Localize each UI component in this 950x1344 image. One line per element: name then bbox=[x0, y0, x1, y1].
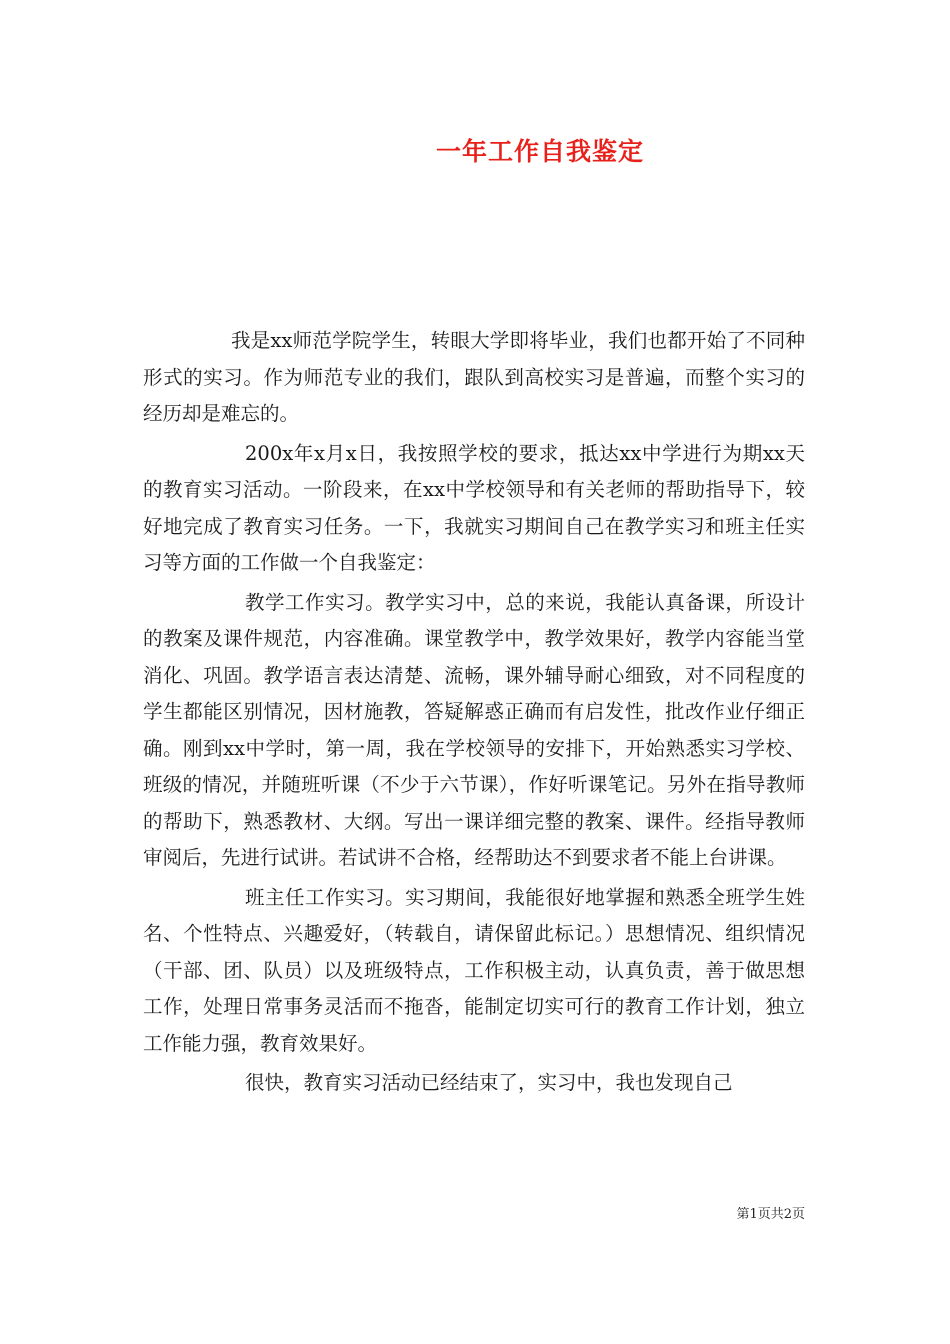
document-body bbox=[143, 323, 805, 1105]
paragraph-1: 我是xx师范学院学生，转眼大学即将毕业，我们也都开始了不同种形式的实习。作为师范专业的我们，跟队到高校实习是普遍，而整个实习的经历却是难忘的。 bbox=[143, 329, 805, 425]
paragraph-3: 教学工作实习。教学实习中，总的来说，我能认真备课，所设计的教案及课件规范，内容准确。课堂教学中，教学效果好，教学内容能当堂消化、巩固。教学语言表达清楚、流畅，课外辅导耐心细致，对不同程度的学生都能区别情况，因材施教，答疑解惑正确而有启发性，批改作业仔细正确。刚到xx中学时，第一周，我在学校领导的安排下，开始熟悉实习学校、班级的情况，并随班听课（不少于六节课），作好听课笔记。另外在指导教师的帮助下，熟悉教材、大纲。写出一课详细完整的教案、课件。经指导教师审阅后，先进行试讲。若试讲不合格，经帮助达不到要求者不能上台讲课。 bbox=[143, 590, 805, 869]
page-number-footer: 第1页共2页 bbox=[736, 1207, 805, 1222]
paragraph-2: 200x年x月x日，我按照学校的要求，抵达xx中学进行为期xx天的教育实习活动。一阶段来，在xx中学校领导和有关老师的帮助指导下，较好地完成了教育实习任务。一下，我就实习期间自己在教学实习和班主任实习等方面的工作做一个自我鉴定： bbox=[143, 441, 805, 574]
paragraph-5: 很快，教育实习活动已经结束了，实习中，我也发现自己 bbox=[245, 1071, 733, 1094]
paragraph-4: 班主任工作实习。实习期间，我能很好地掌握和熟悉全班学生姓名、个性特点、兴趣爱好，（转载自，请保留此标记。）思想情况、组织情况（干部、团、队员）以及班级特点，工作积极主动，认真负责，善于做思想工作，处理日常事务灵活而不拖沓，能制定切实可行的教育工作计划，独立工作能力强，教育效果好。 bbox=[143, 885, 805, 1055]
document-title: 一年工作自我鉴定 bbox=[435, 137, 644, 166]
